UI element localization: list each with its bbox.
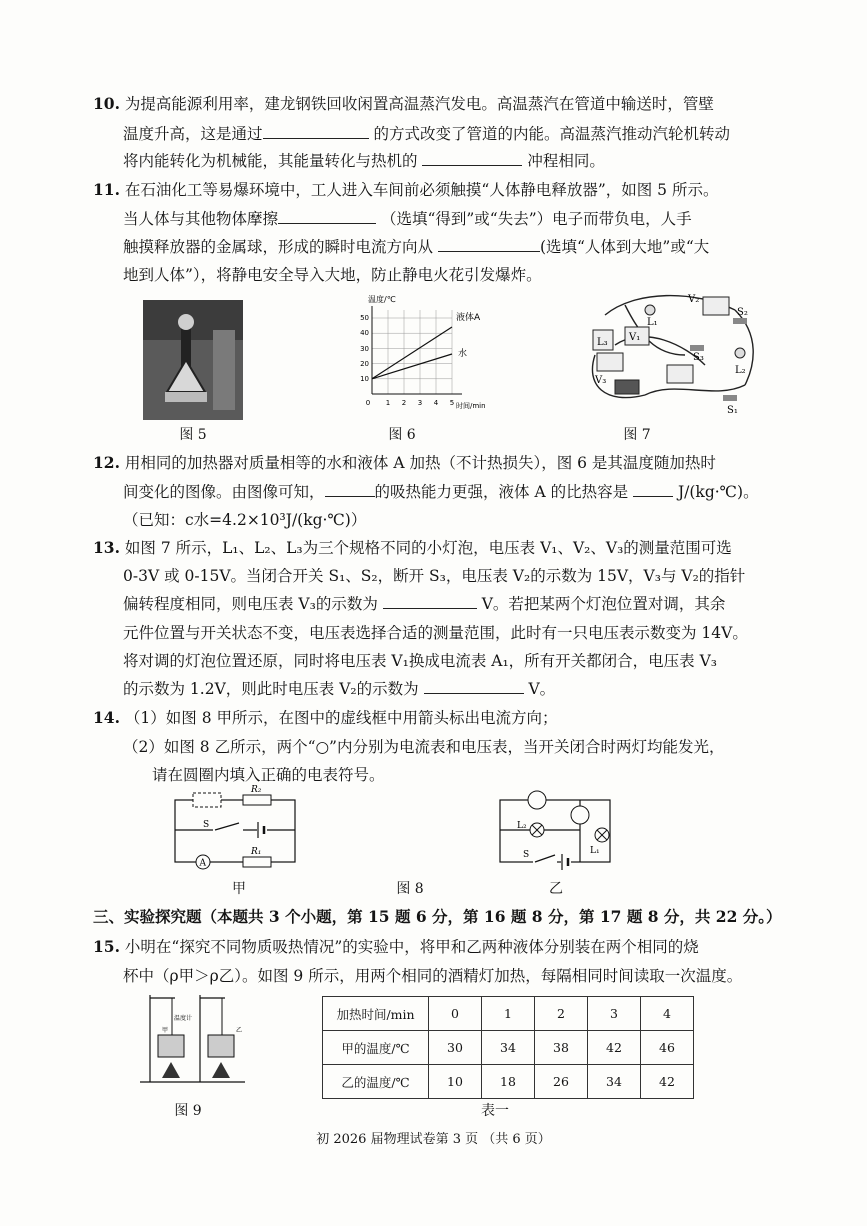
figure-8-yi-circuit [495, 785, 625, 870]
q10-line3: 将内能转化为机械能，其能量转化与热机的 冲程相同。 [123, 152, 605, 170]
fig6-ylabel: 温度/℃ [368, 295, 396, 304]
q12-blank2[interactable] [633, 482, 673, 497]
q12-line1: 12. 用相同的加热器对质量相等的水和液体 A 加热（不计热损失），图 6 是其温度随加热时 [93, 453, 716, 472]
fig9-label-jia: 甲 [162, 1027, 169, 1034]
q12-blank1[interactable] [325, 482, 375, 497]
fig8-meter-circle-top[interactable] [528, 791, 546, 809]
svg-text:30: 30 [360, 345, 369, 353]
q14-line1: 14. （1）如图 8 甲所示，在图中的虚线框中用箭头标出电流方向； [93, 708, 558, 727]
figure-9-apparatus [140, 990, 245, 1090]
svg-text:2: 2 [401, 399, 407, 407]
fig7-label-l1: L₁ [647, 317, 658, 328]
q11-blank1[interactable] [278, 209, 376, 224]
q15-line1: 15. 小明在“探究不同物质吸热情况”的实验中，将甲和乙两种液体分别装在两个相同的烧 [93, 937, 699, 956]
figure-9-caption: 图 9 [174, 1103, 202, 1119]
fig7-label-s3: S₃ [693, 352, 704, 363]
table-cell: 26 [535, 1065, 588, 1099]
fig8-battery [257, 822, 267, 838]
fig8-label-r1: R₁ [251, 847, 262, 857]
fig8-label-l1: L₁ [590, 846, 600, 856]
q14-line2: （2）如图 8 乙所示，两个“○”内分别为电流表和电压表，当开关闭合时两灯均能发光， [123, 738, 725, 756]
q11-line3: 触摸释放器的金属球，形成的瞬时电流方向从 (选填“人体到大地”或“大 [123, 238, 710, 256]
q13-line4: 元件位置与开关状态不变，电压表选择合适的测量范围，此时有一只电压表示数变为 14V。 [123, 624, 748, 642]
q15-line2: 杯中（ρ甲＞ρ乙）。如图 9 所示，用两个相同的酒精灯加热，每隔相同时间读取一次温度。 [123, 967, 743, 985]
q13-line2: 0-3V 或 0-15V。当闭合开关 S₁、S₂，断开 S₃，电压表 V₂的示数为 15V，V₃与 V₂的指针 [123, 567, 746, 585]
fig8-label-r2: R₂ [251, 785, 262, 795]
figure-8-jia-circuit [165, 785, 305, 870]
svg-text:4: 4 [433, 399, 439, 407]
table-header-cell: 4 [641, 997, 694, 1031]
fig7-switch-s3 [690, 345, 704, 351]
table-1-caption: 表一 [481, 1103, 509, 1119]
fig8-dashed-box[interactable] [193, 793, 221, 807]
fig9-label-therm: 温度计 [174, 1015, 193, 1022]
table-header-cell: 0 [429, 997, 482, 1031]
fig8-label-s: S [203, 820, 210, 830]
fig8-lamp-l1 [595, 828, 609, 842]
svg-text:1: 1 [385, 399, 391, 407]
fig7-battery [615, 380, 639, 394]
svg-text:40: 40 [360, 329, 369, 337]
figure-5-caption: 图 5 [179, 427, 207, 443]
table-cell: 34 [482, 1031, 535, 1065]
q13-line1: 13. 如图 7 所示，L₁、L₂、L₃为三个规格不同的小灯泡，电压表 V₁、V₂、V₃的测量范围可选 [93, 538, 732, 557]
fig8-yi-battery [561, 854, 571, 870]
fig7-meter-v2 [703, 297, 729, 315]
q12-line2: 间变化的图像。由图像可知， 的吸热能力更强，液体 A 的比热容是 J/(kg·℃)。 [123, 483, 759, 501]
fig7-meter-v3 [597, 353, 623, 371]
fig8-label-s-yi: S [523, 850, 530, 860]
fig6-xlabel: 时间/min [456, 402, 486, 410]
q10-blank1[interactable] [263, 124, 369, 139]
table-row [323, 997, 694, 1031]
fig9-lamp-left [162, 1062, 180, 1078]
q12-line3: （已知：c水=4.2×10³J/(kg·℃)） [123, 511, 367, 529]
fig8-switch [213, 823, 243, 835]
fig6-xticks [366, 399, 454, 407]
table-cell: 46 [641, 1031, 694, 1065]
q11-line4: 地到人体”），将静电安全导入大地，防止静电火花引发爆炸。 [123, 266, 542, 284]
fig6-yticks [360, 314, 369, 383]
q10-line1: 10. 为提高能源利用率，建龙钢铁回收闲置高温蒸汽发电。高温蒸汽在管道中输送时，管壁 [93, 94, 714, 113]
section-3-heading: 三、实验探究题（本题共 3 个小题，第 15 题 6 分，第 16 题 8 分，第 17 题 8 分，共 22 分。） [93, 907, 782, 926]
svg-text:10: 10 [360, 375, 369, 383]
q13-line3: 偏转程度相同，则电压表 V₃的示数为 V。若把某两个灯泡位置对调，其余 [123, 595, 726, 613]
q13-blank2[interactable] [424, 679, 524, 694]
svg-text:50: 50 [360, 314, 369, 322]
fig7-label-l2: L₂ [735, 365, 746, 376]
table-cell: 甲的温度/℃ [323, 1031, 429, 1065]
fig7-label-s1: S₁ [727, 405, 738, 416]
fig8-yi-switch [533, 855, 557, 867]
figure-8-yi-caption: 乙 [549, 881, 563, 897]
fig7-switch-s2 [733, 318, 747, 324]
figure-6-caption: 图 6 [388, 427, 416, 443]
table-cell: 10 [429, 1065, 482, 1099]
q10-blank2[interactable] [422, 151, 522, 166]
fig7-switch-s1 [723, 395, 737, 401]
svg-text:20: 20 [360, 360, 369, 368]
table-cell: 34 [588, 1065, 641, 1099]
fig6-label-water: 水 [458, 349, 468, 359]
q13-line5: 将对调的灯泡位置还原，同时将电压表 V₁换成电流表 A₁，所有开关都闭合，电压表 V₃ [123, 652, 718, 670]
fig7-bulb-l1 [645, 305, 655, 315]
fig7-label-v1: V₁ [629, 332, 641, 343]
table-cell: 38 [535, 1031, 588, 1065]
table-header-cell: 1 [482, 997, 535, 1031]
q10-line2: 温度升高，这是通过 的方式改变了管道的内能。高温蒸汽推动汽轮机转动 [123, 125, 730, 143]
fig8-meter-circle-right[interactable] [571, 806, 589, 824]
figure-6-graph [350, 290, 500, 420]
table-header-cell: 加热时间/min [323, 997, 429, 1031]
q13-blank1[interactable] [383, 594, 477, 609]
fig7-label-s2: S₂ [737, 307, 748, 318]
q11-line2: 当人体与其他物体摩擦 （选填“得到”或“失去”）电子而带负电，人手 [123, 210, 692, 228]
fig8-label-l2: L₂ [517, 821, 527, 831]
fig8-label-a: A [199, 858, 206, 869]
fig7-label-l3: L₃ [597, 337, 608, 348]
q11-line1: 11. 在石油化工等易爆环境中，工人进入车间前必须触摸“人体静电释放器”，如图 5 所示。 [93, 180, 719, 199]
fig7-meter-extra [667, 365, 693, 383]
fig6-line-liquid-a [372, 327, 452, 379]
figure-8-caption: 图 8 [396, 881, 424, 897]
figure-5-photo [143, 300, 243, 420]
fig9-beaker-jia [158, 1035, 184, 1057]
fig8-lamp-l2 [530, 823, 544, 837]
fig8-resistor-r1 [243, 857, 271, 867]
svg-text:3: 3 [417, 399, 423, 407]
table-cell: 18 [482, 1065, 535, 1099]
fig6-label-liquid-a: 液体A [456, 313, 481, 323]
table-cell: 乙的温度/℃ [323, 1065, 429, 1099]
svg-text:0: 0 [365, 399, 371, 407]
table-cell: 42 [588, 1031, 641, 1065]
table-header-cell: 2 [535, 997, 588, 1031]
table-row [323, 1065, 694, 1099]
table-cell: 42 [641, 1065, 694, 1099]
table-row [323, 1031, 694, 1065]
fig9-label-yi: 乙 [236, 1027, 243, 1034]
q13-line6: 的示数为 1.2V，则此时电压表 V₂的示数为 V。 [123, 680, 556, 698]
table-1 [322, 996, 694, 1099]
fig9-lamp-right [212, 1062, 230, 1078]
q14-line3: 请在圆圈内填入正确的电表符号。 [152, 766, 385, 784]
fig6-grid [372, 310, 452, 394]
page-footer: 初 2026 届物理试卷第 3 页 （共 6 页） [316, 1132, 551, 1147]
q11-blank2[interactable] [438, 237, 540, 252]
fig7-label-v2: V₂ [688, 294, 700, 305]
figure-7-circuit [585, 285, 765, 420]
figure-8-jia-caption: 甲 [232, 881, 246, 897]
fig6-line-water [372, 354, 452, 379]
table-cell: 30 [429, 1031, 482, 1065]
figure-7-caption: 图 7 [623, 427, 651, 443]
fig7-label-v3: V₃ [595, 375, 607, 386]
fig7-bulb-l2 [735, 348, 745, 358]
fig9-beaker-yi [208, 1035, 234, 1057]
fig8-resistor-r2 [243, 795, 271, 805]
table-header-cell: 3 [588, 997, 641, 1031]
svg-text:5: 5 [449, 399, 455, 407]
